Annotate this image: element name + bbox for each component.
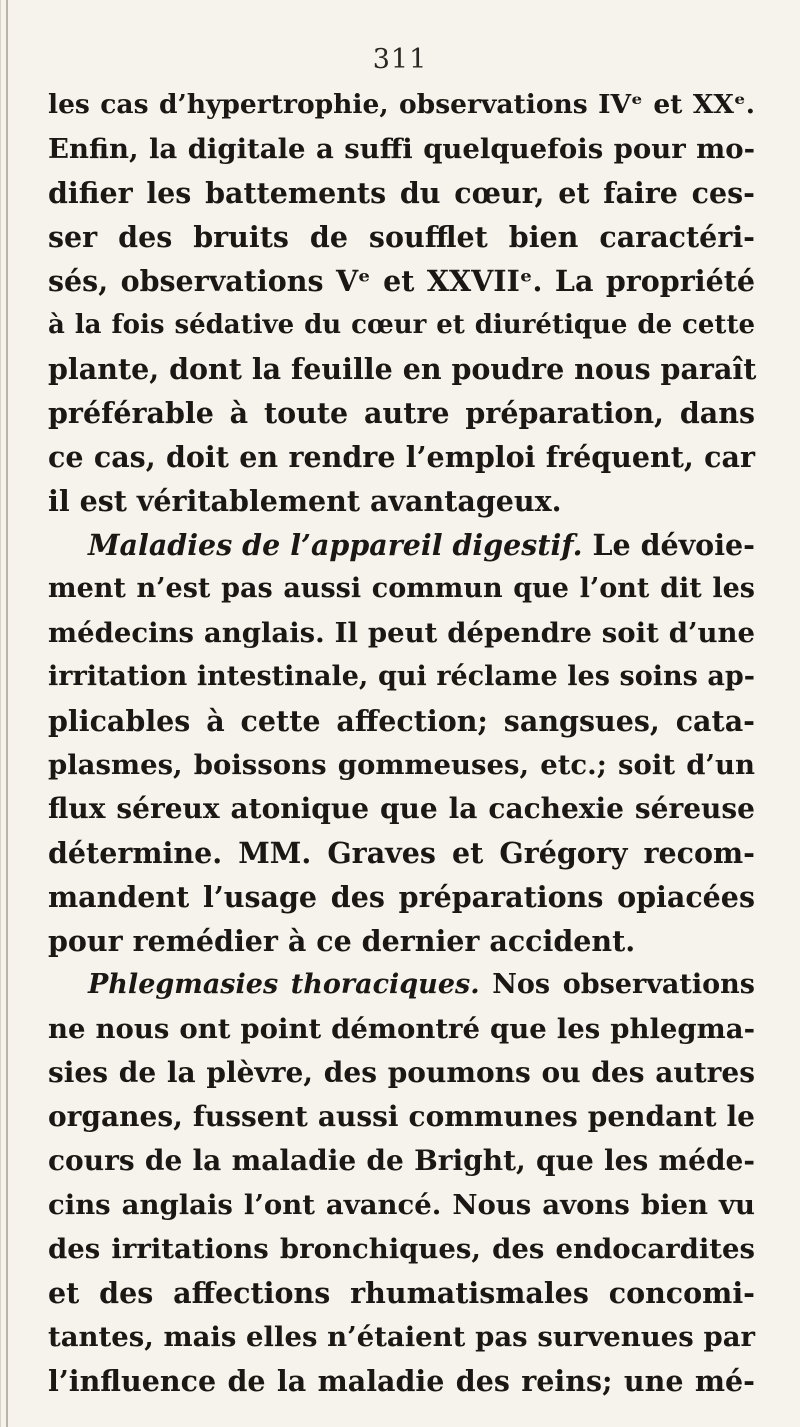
text-line: pour remédier à ce dernier accident. [48,924,636,958]
text-line: sies de la plèvre, des poumons ou des autres [48,1056,755,1089]
text-line: difier les battements du cœur, et faire ces- [48,176,755,210]
text-line: l’influence de la maladie des reins; une mé- [48,1364,755,1398]
text-line: à la fois sédative du cœur et diurétique de cette [48,310,755,340]
text-line: tantes, mais elles n’étaient pas survenues par [48,1321,755,1353]
page-number: 311 [372,44,428,75]
text-line: plante, dont la feuille en poudre nous paraît [48,352,757,386]
text-line: détermine. MM. Graves et Grégory recom- [48,836,755,870]
section-heading-line: Phlegmasies thoraciques. Nos observations [88,969,755,1000]
text-line: et des affections rhumatismales concomi- [48,1276,755,1310]
section-heading-digestive: Maladies de l’appareil digestif. [88,528,583,562]
text-line: ment n’est pas aussi commun que l’ont dit les [48,573,755,604]
text-line: plasmes, boissons gommeuses, etc.; soit d’un [48,749,755,781]
text-line: les cas d’hypertrophie, observations IVᵉ et XXᵉ. [48,89,755,120]
text-line: ser des bruits de soufflet bien caractéri- [48,220,755,254]
text-line: cins anglais l’ont avancé. Nous avons bien vu [48,1189,755,1221]
text-line: Enfin, la digitale a suffi quelquefois pour mo- [48,133,755,165]
text-line: mandent l’usage des préparations opiacées [48,880,755,914]
text-line: plicables à cette affection; sangsues, cata- [48,704,755,738]
text-line: ce cas, doit en rendre l’emploi fréquent, car [48,440,755,474]
text-line: médecins anglais. Il peut dépendre soit d’une [48,617,755,649]
section-heading-line: Maladies de l’appareil digestif. Le dévoie- [88,528,755,562]
text-line: cours de la maladie de Bright, que les méde- [48,1144,755,1177]
text-line: préférable à toute autre préparation, dans [48,396,755,430]
page-binding-line [6,0,8,1427]
text-line: flux séreux atonique que la cachexie séreuse [48,792,755,825]
page-edge [0,0,1,1427]
text-line: irritation intestinale, qui réclame les soins ap- [48,661,755,692]
text-line: des irritations bronchiques, des endocardites [48,1233,755,1265]
text-line: ne nous ont point démontré que les phlegma- [48,1013,755,1045]
text-line: il est véritablement avantageux. [48,484,562,518]
text-line: organes, fussent aussi communes pendant le [48,1100,755,1133]
section-heading-thoracic: Phlegmasies thoraciques. [88,969,480,1000]
text-line: sés, observations Vᵉ et XXVIIᵉ. La propriété [48,264,755,298]
